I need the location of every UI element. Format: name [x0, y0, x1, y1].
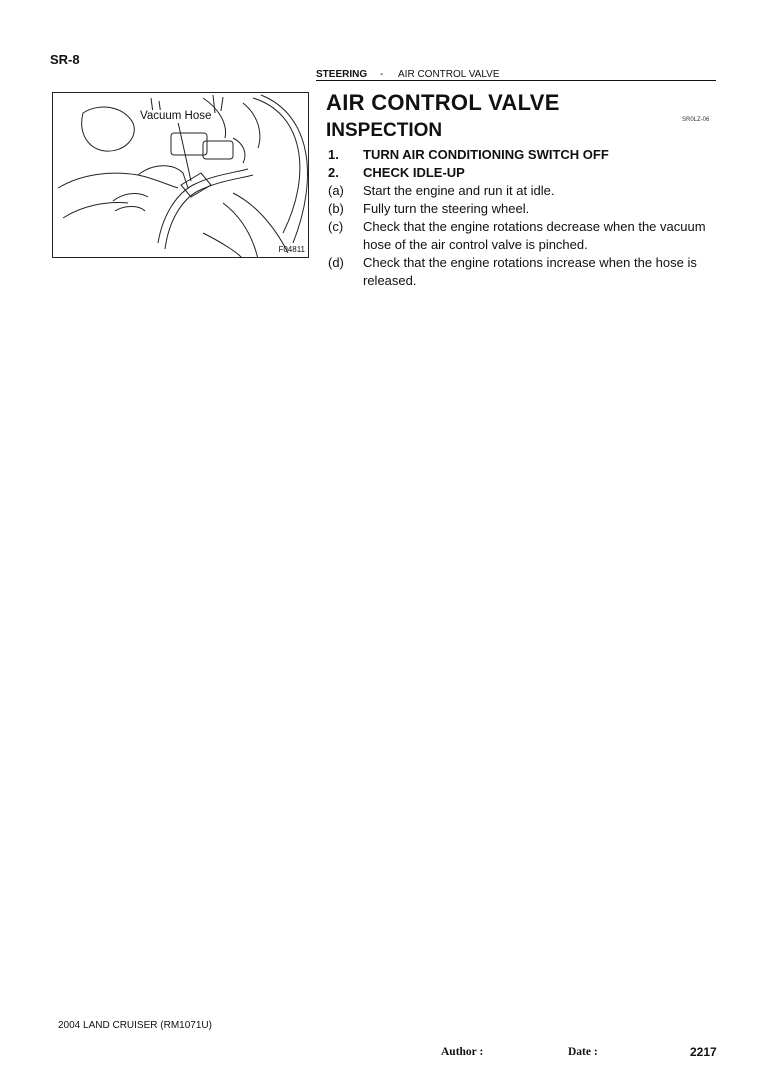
step-text: Start the engine and run it at idle.: [363, 183, 555, 198]
figure-illustration: [52, 92, 309, 258]
step-text: TURN AIR CONDITIONING SWITCH OFF: [363, 147, 609, 162]
step-number: 2.: [328, 165, 339, 180]
step-item: [328, 182, 720, 200]
footer-page-number: 2217: [690, 1045, 717, 1059]
header-section: STEERING: [316, 69, 368, 80]
step-text: Check that the engine rotations decrease when the vacuum hose of the air control valve is pinched.: [363, 219, 706, 252]
page-label: SR-8: [50, 52, 80, 67]
figure-label: Vacuum Hose: [140, 110, 212, 122]
footer-author-label: Author :: [441, 1046, 484, 1058]
step-number: (a): [328, 183, 344, 198]
footer-model: 2004 LAND CRUISER (RM1071U): [58, 1020, 212, 1031]
step-item: [328, 254, 720, 290]
header-separator: -: [380, 69, 384, 80]
step-number: (d): [328, 255, 344, 270]
header-subsection: AIR CONTROL VALVE: [398, 69, 500, 80]
step-number: (b): [328, 201, 344, 216]
step-item: [328, 164, 720, 182]
inspection-steps: [328, 146, 720, 290]
page-title: AIR CONTROL VALVE: [326, 90, 560, 115]
step-text: Fully turn the steering wheel.: [363, 201, 530, 216]
step-number: (c): [328, 219, 344, 234]
step-item: [328, 218, 720, 254]
step-number: 1.: [328, 147, 339, 162]
figure-code: F04811: [278, 245, 305, 254]
step-text: Check that the engine rotations increase when the hose is released.: [363, 255, 697, 288]
step-text: CHECK IDLE-UP: [363, 165, 465, 180]
header-rule: [316, 80, 716, 81]
document-code: SR0LZ-06: [682, 117, 710, 123]
step-item: [328, 146, 720, 164]
section-subtitle: INSPECTION: [326, 120, 443, 141]
step-item: [328, 200, 720, 218]
footer-date-label: Date :: [568, 1046, 598, 1058]
